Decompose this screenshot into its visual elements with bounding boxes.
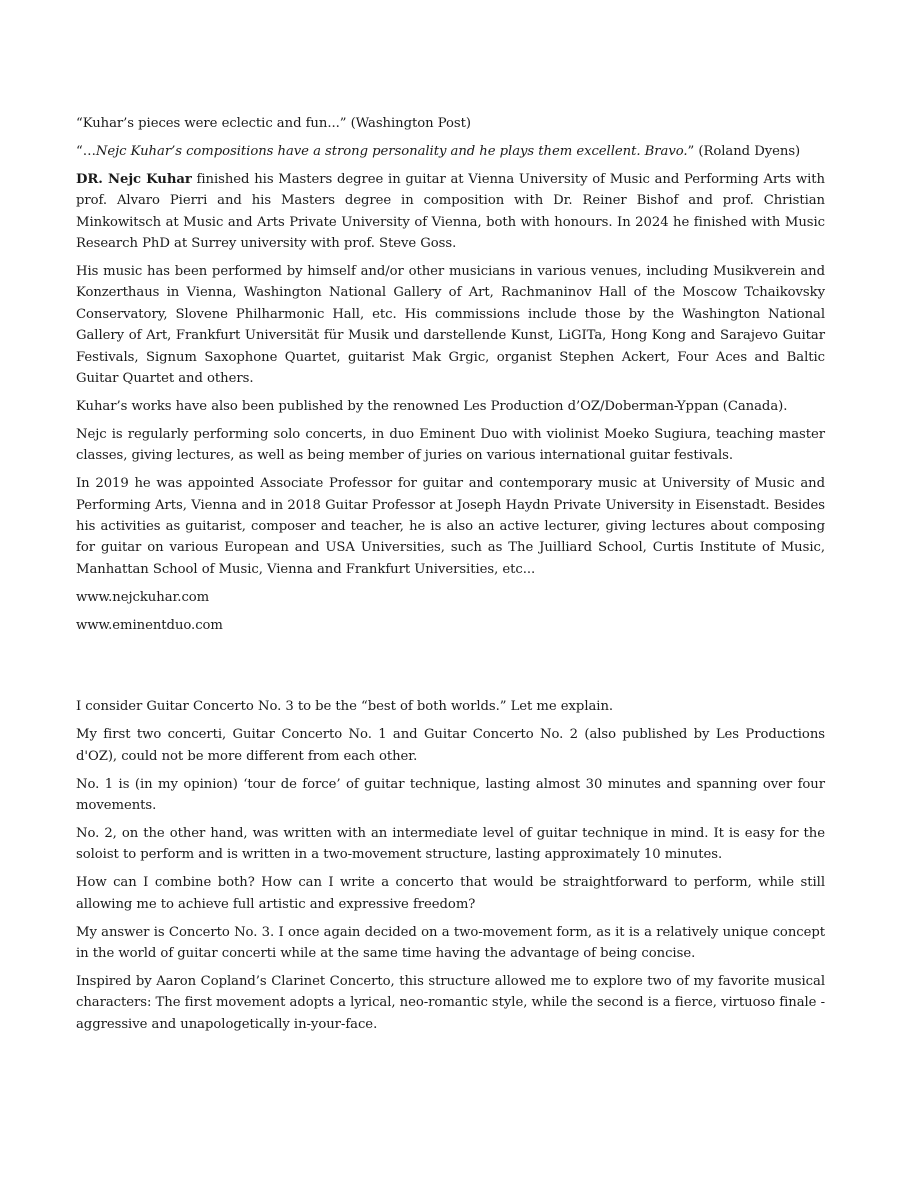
quote-text: Nejc Kuhar’s compositions have a strong personality and he plays them excellent. Bravo. [95, 143, 688, 159]
notes-paragraph: Inspired by Aaron Copland’s Clarinet Concerto, this structure allowed me to explore two of my favorite musical characters: The first movement adopts a lyrical, neo-romantic style, while the second is a fierce, virtuoso finale - aggressive and unapologetically in-your-face. [76, 973, 825, 1032]
bio-teaching-paragraph: In 2019 he was appointed Associate Professor for guitar and contemporary music at University of Music and Performing Arts, Vienna and in 2018 Guitar Professor at Joseph Haydn Private University in Eisenstadt. Besides his activities as guitarist, composer and teacher, he is also an active lecturer, giving lectures about composing for guitar on various European and USA Universities, such as The Juilliard School, Curtis Institute of Music, Manhattan School of Music, Vienna and Frankfurt Universities, etc... [76, 476, 825, 577]
notes-paragraph: No. 1 is (in my opinion) ‘tour de force’ of guitar technique, lasting almost 30 minutes and spanning over four movements. [76, 776, 825, 814]
quote-open-mark: “… [76, 143, 96, 159]
bio-concerts-paragraph: Nejc is regularly performing solo concerts, in duo Eminent Duo with violinist Moeko Sugiura, teaching master classes, giving lectures, as well as being member of juries on various international guitar festivals. [76, 426, 825, 464]
notes-paragraph: I consider Guitar Concerto No. 3 to be the “best of both worlds.” Let me explain. [76, 699, 614, 715]
bio-performances-paragraph: His music has been performed by himself and/or other musicians in various venues, including Musikverein and Konzerthaus in Vienna, Washington National Gallery of Art, Rachmaninov Hall of the Moscow Tchaikovsky Conservatory, Slovene Philharmonic Hall, etc. His commissions include those by the Washington National Gallery of Art, Frankfurt Universität für Musik und darstellende Kunst, LiGITa, Hong Kong and Sarajevo Guitar Festivals, Signum Saxophone Quartet, guitarist Mak Grgic, organist Stephen Ackert, Four Aces and Baltic Guitar Quartet and others. [76, 263, 825, 386]
program-notes-section [76, 696, 825, 1035]
quote-source: (Roland Dyens) [694, 143, 801, 159]
quote-source: (Washington Post) [346, 116, 471, 131]
website-link-duo[interactable]: www.eminentduo.com [76, 617, 223, 633]
quote-close-mark: ” [687, 143, 695, 159]
notes-paragraph: My answer is Concerto No. 3. I once again decided on a two-movement form, as it is a relatively unique concept in the world of guitar concerti while at the same time having the advantage of being concise. [76, 924, 825, 961]
biography-section [76, 113, 825, 636]
notes-paragraph: How can I combine both? How can I write a concerto that would be straightforward to perform, while still allowing me to achieve full artistic and expressive freedom? [76, 875, 825, 912]
quote-washington-post [76, 113, 825, 134]
bio-intro-text: finished his Masters degree in guitar at Vienna University of Music and Performing Arts with prof. Alvaro Pierri and his Masters degree in composition with Dr. Reiner Bishof and prof. Christian Minkowitsch at Music and Arts Private University of Vienna, both with honours. In 2024 he finished with Music Research PhD at Surrey university with prof. Steve Goss. [76, 171, 825, 252]
composer-name: DR. Nejc Kuhar [76, 171, 192, 187]
section-spacer [76, 642, 825, 696]
quote-roland-dyens [76, 141, 825, 162]
quote-text: “Kuhar’s pieces were eclectic and fun...” [76, 116, 347, 131]
notes-paragraph: No. 2, on the other hand, was written with an intermediate level of guitar technique in mind. It is easy for the soloist to perform and is written in a two-movement structure, lasting approximately 10 minutes. [76, 825, 825, 863]
bio-publications-paragraph: Kuhar’s works have also been published by the renowned Les Production d’OZ/Doberman-Yppan (Canada). [76, 398, 788, 414]
document-page [76, 113, 825, 1042]
website-link-personal[interactable]: www.nejckuhar.com [76, 589, 210, 605]
notes-paragraph: My first two concerti, Guitar Concerto No. 1 and Guitar Concerto No. 2 (also published by Les Productions d'OZ), could not be more different from each other. [76, 727, 825, 764]
bio-intro-paragraph [76, 169, 825, 255]
